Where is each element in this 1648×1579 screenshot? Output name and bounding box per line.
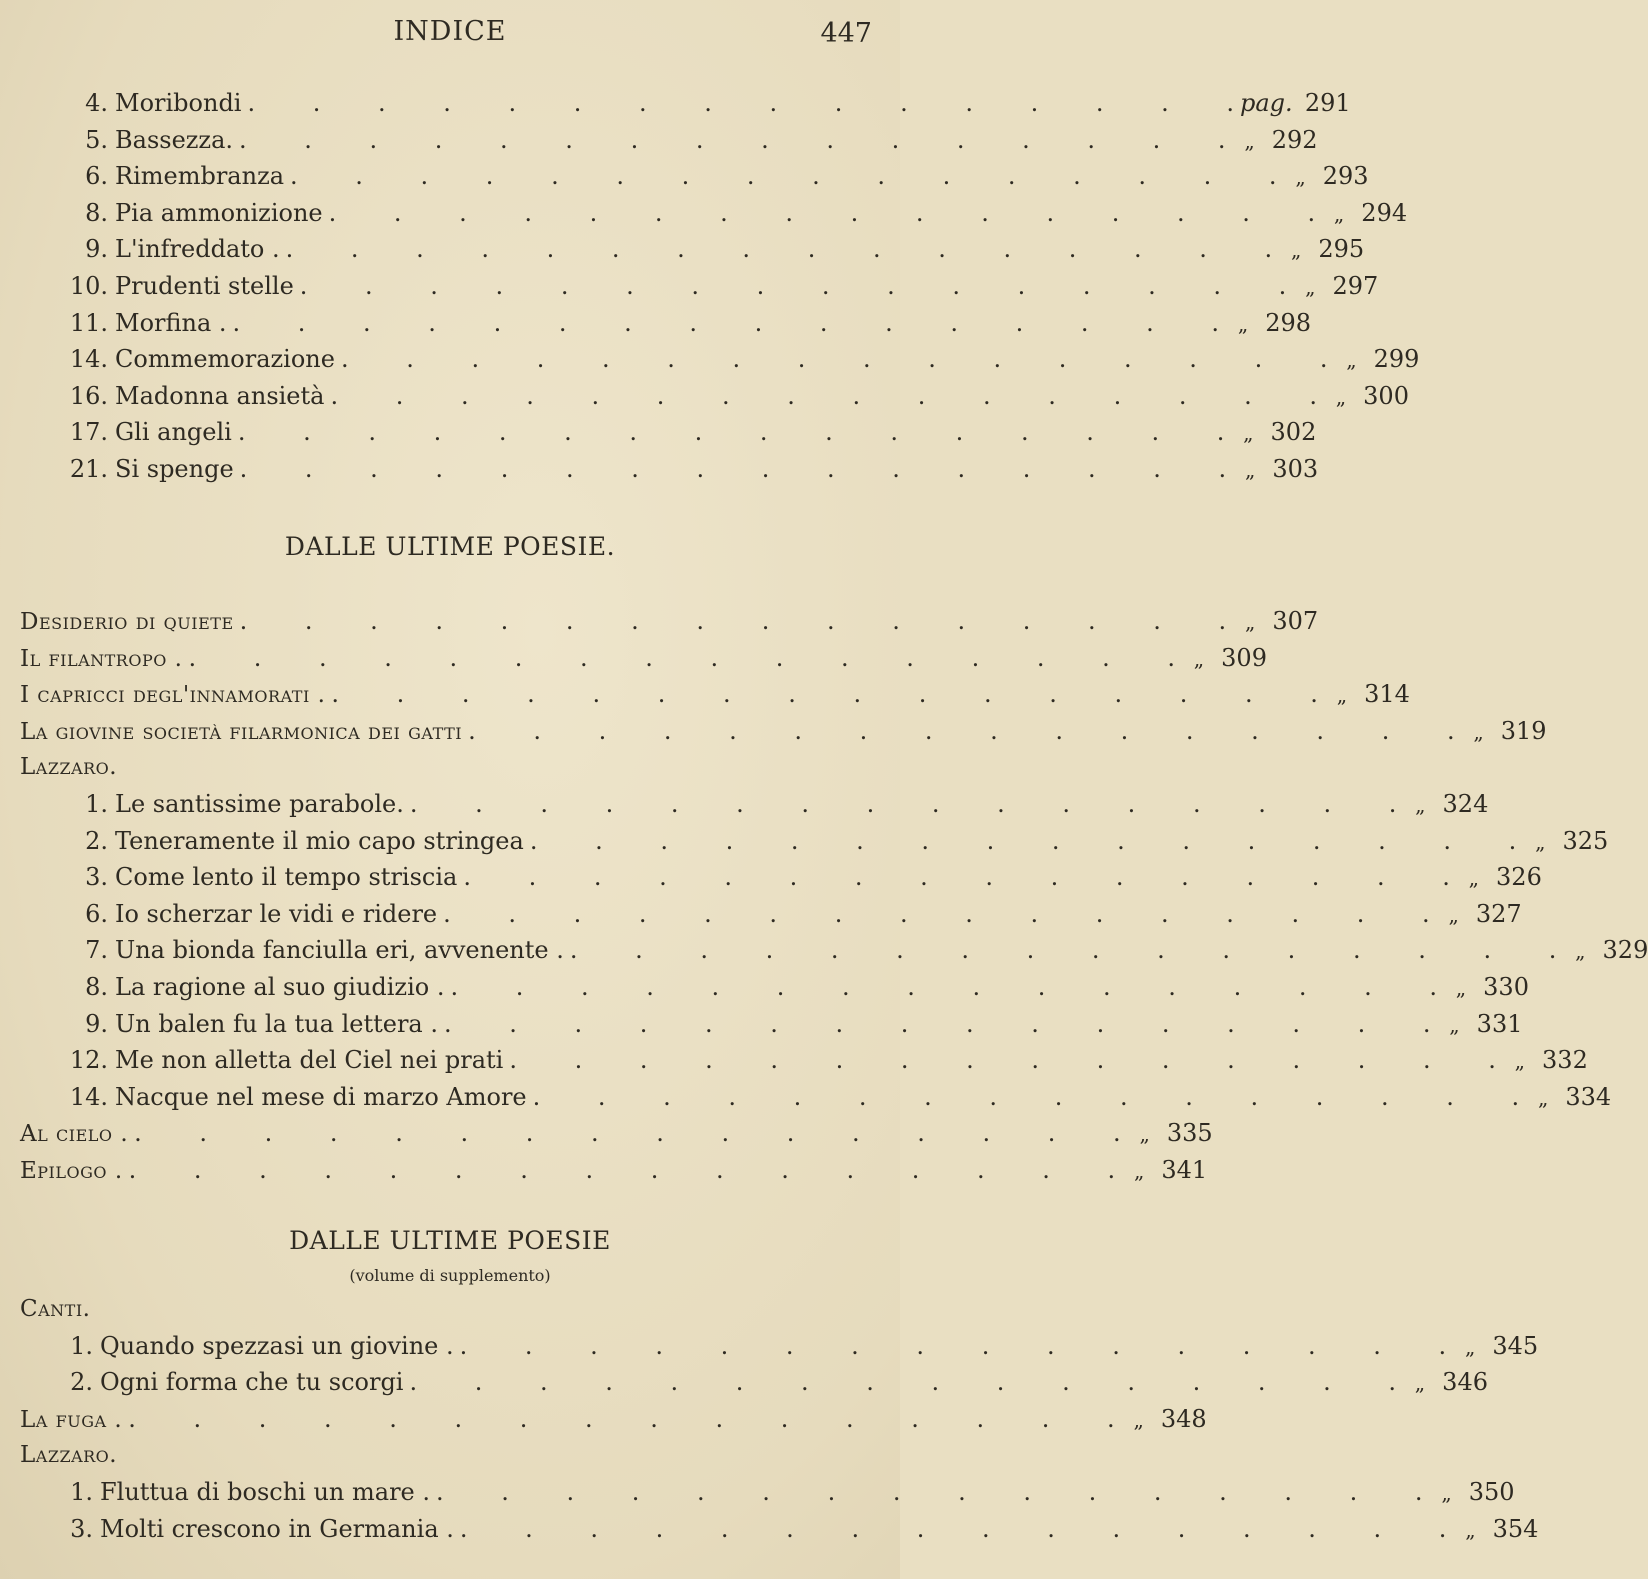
entry-title: Molti crescono in Germania . [100,1514,454,1543]
entry-page: 303 [1272,454,1319,483]
ditto-mark: „ [1464,1334,1476,1359]
entry-number: 8. [85,972,108,1001]
entry-page: 324 [1442,789,1489,818]
entry-title: Nacque nel mese di marzo Amore [115,1082,527,1111]
index-section-3 [0,1221,1539,1547]
entry-title: Me non alletta del Ciel nei prati [115,1046,504,1075]
entry-title: Gli angeli [115,418,232,447]
index-entry [0,859,1542,896]
index-entry [0,85,1351,122]
entry-number: 1. [70,1477,93,1506]
entry-page: 354 [1492,1514,1539,1543]
index-entry [0,1437,900,1474]
entry-title: Le santissime parabole. [115,789,404,818]
entry-number: 12. [69,1046,108,1075]
entry-page: 345 [1492,1331,1539,1360]
dot-leader: . . . . . . . . . . . . . . . . [443,899,1430,928]
entry-number: 17. [69,418,108,447]
entry-title: Al cielo . [20,1121,129,1148]
dot-leader: . . . . . . . . . . . . . . . . [409,1368,1396,1397]
page-number: 447 [820,18,872,49]
entry-number: 3. [85,863,108,892]
index-entry [0,1474,1515,1511]
entry-number: 5. [85,125,108,154]
entry-page: 319 [1500,716,1547,745]
index-entry [0,305,1312,342]
index-entry [0,268,1379,305]
ditto-mark: „ [1449,1012,1460,1037]
entry-page: 348 [1160,1404,1207,1433]
entry-title: L'infreddato . [115,235,280,264]
entry-title: Morfina . [115,308,227,337]
index-entry [0,1115,1213,1152]
entry-number: 8. [85,198,108,227]
dot-leader: . . . . . . . . . . . . . . . . [459,1514,1447,1543]
index-entry [0,969,1529,1006]
entry-number: 3. [70,1514,93,1543]
entry-title: Io scherzar le vidi e ridere [115,899,438,928]
index-entry [0,1511,1539,1548]
entry-page: 294 [1361,198,1408,227]
dot-leader: . . . . . . . . . . . . . . . . [128,1404,1115,1433]
entry-title: Fluttua di boschi un mare . [100,1477,431,1506]
entry-page: 299 [1373,345,1420,374]
running-title: INDICE [393,16,507,47]
entry-title: Lazzaro. [20,1442,118,1469]
ditto-mark: „ [1514,1049,1526,1074]
entry-number: 14. [69,1082,108,1111]
running-header [0,14,900,54]
entry-page: 295 [1318,235,1365,264]
entry-page: 334 [1565,1082,1612,1111]
entry-number: 14. [69,345,108,374]
entry-title: Il filantropo . [20,645,183,672]
page-prefix: pag. [1239,89,1293,117]
entry-page: 335 [1166,1119,1213,1148]
entry-title: Come lento il tempo striscia [115,863,458,892]
ditto-mark: „ [1575,939,1586,964]
ditto-mark: „ [1535,829,1546,854]
ditto-mark: „ [1244,610,1256,634]
entry-number: 6. [85,162,108,191]
entry-title: Desiderio di quiete [20,609,234,635]
ditto-mark: „ [1465,1517,1476,1542]
section-subtitle: (volume di supplemento) [349,1266,551,1285]
entry-title: Quando spezzasi un giovine . [100,1331,454,1360]
index-entry [0,231,1365,268]
dot-leader: . . . . . . . . . . . . . . . . [285,235,1273,264]
entry-title: Un balen fu la tua lettera . [115,1009,438,1038]
dot-leader: . . . . . . . . . . . . . . . . [532,1082,1520,1111]
entry-page: 302 [1270,418,1317,447]
dot-leader: . . . . . . . . . . . . . . . . [239,454,1227,483]
entry-number: 6. [85,899,108,928]
dot-leader: . . . . . . . . . . . . . . . . [468,716,1455,745]
entry-page: 341 [1161,1155,1208,1184]
dot-leader: . . . . . . . . . . . . . . . . [247,89,1234,117]
entry-title: Lazzaro. [20,754,118,781]
entry-page: 291 [1304,89,1351,117]
entry-title: La giovine società filarmonica dei gatti [20,718,463,745]
index-entry [0,451,1319,488]
index-entry [0,1328,1539,1365]
dot-leader: . . . . . . . . . . . . . . . . [569,936,1557,965]
entry-page: 300 [1363,381,1409,410]
index-entry [0,378,1409,415]
entry-number: 7. [85,936,108,965]
entry-title: Teneramente il mio capo stringea [115,826,524,855]
entry-number: 2. [85,826,108,855]
dot-leader: . . . . . . . . . . . . . . . . [128,1155,1116,1184]
index-entry [0,1291,900,1328]
ditto-mark: „ [1133,1158,1145,1183]
ditto-mark: „ [1473,719,1484,744]
dot-leader: . . . . . . . . . . . . . . . . [409,789,1397,818]
index-entry [0,603,1319,640]
index-entry [0,414,1317,451]
dot-leader: . . . . . . . . . . . . . . . . [239,125,1226,154]
entry-page: 332 [1542,1046,1588,1075]
index-entry [0,1401,1207,1438]
dot-leader: . . . . . . . . . . . . . . . . [529,826,1517,855]
entry-title: Epilogo . [20,1157,123,1184]
dot-leader: . . . . . . . . . . . . . . . . [436,1477,1423,1506]
ditto-mark: „ [1305,274,1316,299]
ditto-mark: „ [1336,683,1348,708]
index-entry [0,786,1489,823]
entry-number: 1. [85,789,108,818]
ditto-mark: „ [1244,457,1256,482]
entry-number: 2. [70,1368,93,1397]
entry-page: 309 [1221,643,1267,672]
entry-title: Prudenti stelle [115,271,294,300]
entry-number: 9. [85,235,108,264]
index-entry [0,640,1267,677]
entry-page: 325 [1562,826,1609,855]
index-entry [0,158,1369,195]
index-entry [0,1079,1612,1116]
entry-title: Canti. [20,1296,91,1322]
ditto-mark: „ [1455,975,1467,1000]
index-entry [0,1152,1208,1189]
entry-page: 350 [1468,1477,1515,1506]
entry-number: 10. [69,271,108,300]
index-entry [0,1006,1523,1043]
index-entry [0,676,1410,713]
ditto-mark: „ [1139,1122,1150,1147]
entry-title: La ragione al suo giudizio . [115,972,445,1001]
entry-title: Commemorazione [115,345,335,374]
section-heading: DALLE ULTIME POESIE. [284,532,616,561]
entry-page: 307 [1272,607,1319,635]
dot-leader: . . . . . . . . . . . . . . . . [443,1009,1431,1038]
index-entry [0,896,1522,933]
index-entry [0,713,1547,750]
entry-number: 11. [69,308,108,337]
entry-page: 293 [1322,162,1369,191]
entry-number: 1. [70,1331,93,1360]
dot-leader: . . . . . . . . . . . . . . . . [299,271,1287,300]
entry-title: Rimembranza [115,162,285,191]
index-entry [0,1042,1588,1079]
dot-leader: . . . . . . . . . . . . . . . . [134,1119,1121,1148]
entry-title: I capricci degl'innamorati . [20,682,326,709]
entry-page: 331 [1476,1009,1523,1038]
section-heading: DALLE ULTIME POESIE [289,1226,611,1255]
dot-leader: . . . . . . . . . . . . . . . . [340,345,1328,374]
dot-leader: . . . . . . . . . . . . . . . . [239,607,1227,635]
ditto-mark: „ [1244,128,1255,153]
index-section-1 [0,85,1420,488]
index-entry [0,341,1420,378]
index-entry [0,122,1318,159]
dot-leader: . . . . . . . . . . . . . . . . [290,162,1277,191]
ditto-mark: „ [1133,1407,1144,1432]
entry-number: 21. [69,454,108,483]
entry-title: Una bionda fanciulla eri, avvenente . [115,936,564,965]
entry-number: 4. [85,89,108,117]
entry-page: 346 [1442,1368,1488,1397]
entry-title: Moribondi [115,89,242,117]
ditto-mark: „ [1335,384,1347,409]
index-entry [0,932,1648,969]
ditto-mark: „ [1414,1371,1426,1396]
entry-number: 9. [85,1009,108,1038]
ditto-mark: „ [1448,902,1459,927]
ditto-mark: „ [1333,201,1345,226]
entry-title: Pia ammonizione [115,198,323,227]
entry-title: Ogni forma che tu scorgi [100,1368,404,1397]
dot-leader: . . . . . . . . . . . . . . . . [330,381,1317,410]
ditto-mark: „ [1537,1085,1549,1110]
dot-leader: . . . . . . . . . . . . . . . . [463,863,1450,892]
entry-page: 330 [1483,972,1529,1001]
entry-page: 329 [1602,936,1648,965]
ditto-mark: „ [1290,238,1302,263]
ditto-mark: „ [1237,311,1249,336]
ditto-mark: „ [1468,866,1480,891]
entry-title: La fuga . [20,1406,123,1433]
entry-number: 16. [69,381,108,410]
index-section-2 [0,527,1648,1189]
dot-leader: . . . . . . . . . . . . . . . . [328,198,1316,227]
ditto-mark: „ [1243,421,1254,446]
index-entry [0,823,1609,860]
dot-leader: . . . . . . . . . . . . . . . . [450,972,1437,1001]
entry-page: 298 [1265,308,1312,337]
dot-leader: . . . . . . . . . . . . . . . . [459,1331,1447,1360]
entry-page: 326 [1496,863,1542,892]
ditto-mark: „ [1346,348,1357,373]
entry-page: 297 [1332,271,1379,300]
index-entry [0,1364,1488,1401]
dot-leader: . . . . . . . . . . . . . . . . [232,308,1220,337]
entry-title: Bassezza. [115,125,234,154]
ditto-mark: „ [1441,1480,1452,1505]
dot-leader: . . . . . . . . . . . . . . . . [331,680,1318,709]
ditto-mark: „ [1193,646,1205,671]
entry-page: 327 [1475,899,1522,928]
entry-title: Madonna ansietà [115,381,325,410]
entry-title: Si spenge [115,454,234,483]
index-entry [0,749,900,786]
dot-leader: . . . . . . . . . . . . . . . . [188,643,1175,672]
ditto-mark: „ [1415,792,1426,817]
entry-page: 314 [1364,680,1410,709]
ditto-mark: „ [1295,165,1306,190]
dot-leader: . . . . . . . . . . . . . . . . [237,418,1225,447]
dot-leader: . . . . . . . . . . . . . . . . [509,1046,1496,1075]
entry-page: 292 [1271,125,1318,154]
index-entry [0,195,1408,232]
